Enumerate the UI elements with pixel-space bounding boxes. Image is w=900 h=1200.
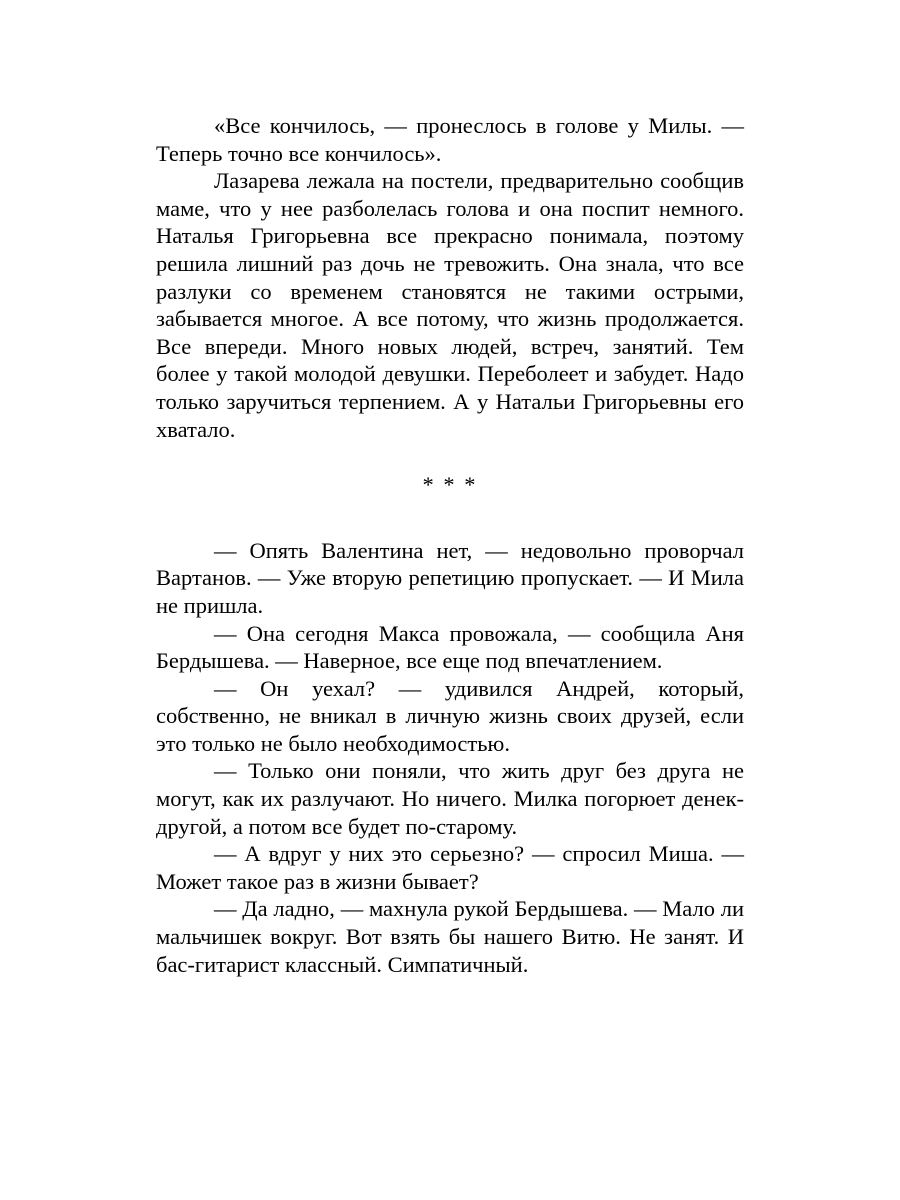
paragraph: — Он уехал? — удивился Андрей, который, собственно, не вникал в личную жизнь своих друзей, если это только не было необходимостью. (156, 675, 744, 756)
paragraph: — А вдруг у них это серьезно? — спросил Миша. — Может такое раз в жизни бывает? (156, 841, 744, 894)
book-page (156, 112, 744, 978)
paragraph: — Опять Валентина нет, — недовольно проворчал Вартанов. — Уже вторую репетицию пропускает. — И Мила не пришла. (156, 537, 744, 618)
paragraph: Лазарева лежала на постели, предварительно сообщив маме, что у нее разболелась голова и она поспит немного. Наталья Григорьевна все прекрасно понимала, поэтому решила лишний раз дочь не тревожить. Она знала, что все разлуки со временем становятся не такими острыми, забывается многое. А все потому, что жизнь продолжается. Все впереди. Много новых людей, встреч, занятий. Тем более у такой молодой девушки. Переболеет и забудет. Надо только заручиться терпением. А у Натальи Григорьевны его хватало. (156, 168, 744, 442)
paragraph: — Только они поняли, что жить друг без друга не могут, как их разлучают. Но ничего. Милка погорюет денек-другой, а потом все будет по-старому. (156, 758, 744, 839)
paragraph: — Она сегодня Макса провожала, — сообщила Аня Бердышева. — Наверное, все еще под впечатлением. (156, 620, 744, 674)
paragraph: — Да ладно, — махнула рукой Бердышева. — Мало ли мальчишек вокруг. Вот взять бы нашего Витю. Не занят. И бас-гитарист классный. Симпатичный. (156, 896, 744, 977)
section-separator: * * * (422, 472, 478, 498)
paragraph: «Все кончилось, — пронеслось в голове у Милы. — Теперь точно все кончилось». (156, 113, 744, 166)
